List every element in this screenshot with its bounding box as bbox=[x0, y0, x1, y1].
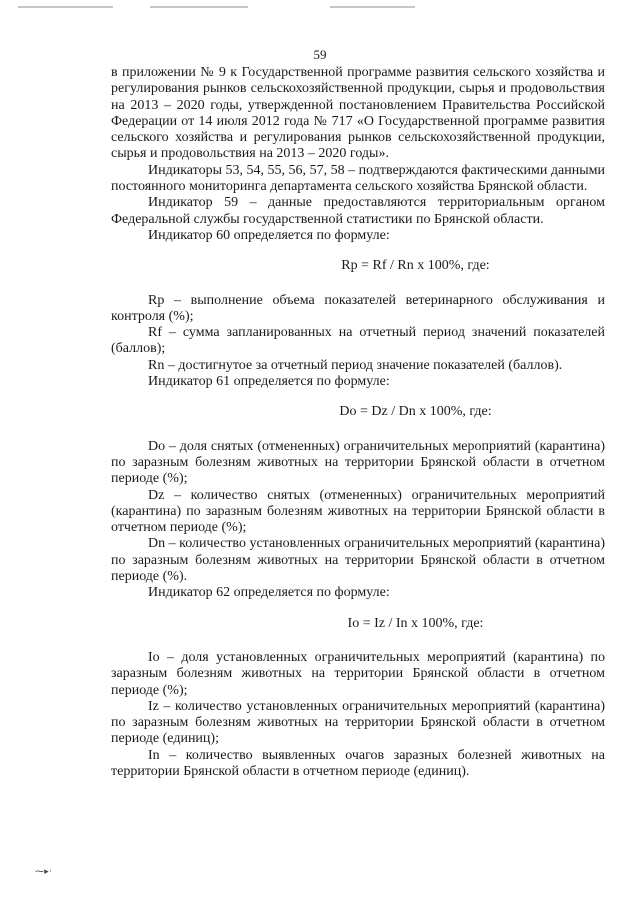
definition-do: Do – доля снятых (отмененных) ограничительных мероприятий (карантина) по заразным болезням животных на территории Брянской области в отчетном периоде (%); bbox=[111, 438, 605, 487]
indicator-60-formula bbox=[111, 258, 605, 274]
indicator-62-intro: Индикатор 62 определяется по формуле: bbox=[148, 585, 390, 601]
formula-text: Io = Iz / In x 100%, где: bbox=[347, 615, 484, 631]
definition-dz: Dz – количество снятых (отмененных) ограничительных мероприятий (карантина) по заразным болезням животных на территории Брянской области в отчетном периоде (%); bbox=[111, 487, 605, 536]
indicator-59-paragraph: Индикатор 59 – данные предоставляются территориальным органом Федеральной службы государственной статистики по Брянской области. bbox=[111, 195, 605, 227]
scan-artifact bbox=[330, 6, 415, 8]
definition-dn: Dn – количество установленных ограничительных мероприятий (карантина) по заразным болезням животных на территории Брянской области в отчетном периоде (%). bbox=[111, 536, 605, 585]
definition-rp: Rp – выполнение объема показателей ветеринарного обслуживания и контроля (%); bbox=[111, 292, 605, 324]
definition-iz: Iz – количество установленных ограничительных мероприятий (карантина) по заразным болезням животных на территории Брянской области в отчетном периоде (единиц); bbox=[111, 698, 605, 747]
formula-text: Rp = Rf / Rn x 100%, где: bbox=[341, 258, 490, 274]
indicator-61-intro: Индикатор 61 определяется по формуле: bbox=[148, 374, 390, 390]
indicator-62-formula bbox=[111, 616, 605, 632]
definition-rf: Rf – сумма запланированных на отчетный период значений показателей (баллов); bbox=[111, 325, 605, 357]
indicator-60-intro: Индикатор 60 определяется по формуле: bbox=[148, 227, 390, 243]
scan-artifact bbox=[18, 6, 113, 8]
definition-io: Io – доля установленных ограничительных мероприятий (карантина) по заразным болезням животных на территории Брянской области в отчетном периоде (%); bbox=[111, 649, 605, 698]
scan-artifact bbox=[150, 6, 248, 8]
document-body bbox=[111, 65, 605, 780]
page-number: 59 bbox=[313, 47, 327, 62]
indicators-53-58-paragraph: Индикаторы 53, 54, 55, 56, 57, 58 – подтверждаются фактическими данными постоянного мониторинга департамента сельского хозяйства Брянской области. bbox=[111, 162, 605, 195]
definition-rn: Rn – достигнутое за отчетный период значение показателей (баллов). bbox=[148, 357, 563, 373]
indicator-61-formula bbox=[111, 404, 605, 420]
scan-artifact: ⁓ ▸ · bbox=[35, 866, 52, 876]
formula-text: Do = Dz / Dn x 100%, где: bbox=[339, 404, 492, 420]
definition-in: In – количество выявленных очагов заразных болезней животных на территории Брянской области в отчетном периоде (единиц). bbox=[111, 747, 605, 779]
intro-paragraph: в приложении № 9 к Государственной программе развития сельского хозяйства и регулирования рынков сельскохозяйственной продукции, сырья и продовольствия на 2013 – 2020 годы, утвержденной постановлением Правительства Российской Федерации от 14 июля 2012 года № 717 «О Государственной программе развития сельского хозяйства и регулирования рынков сельскохозяйственной продукции, сырья и продовольствия на 2013 – 2020 годы». bbox=[111, 65, 605, 162]
